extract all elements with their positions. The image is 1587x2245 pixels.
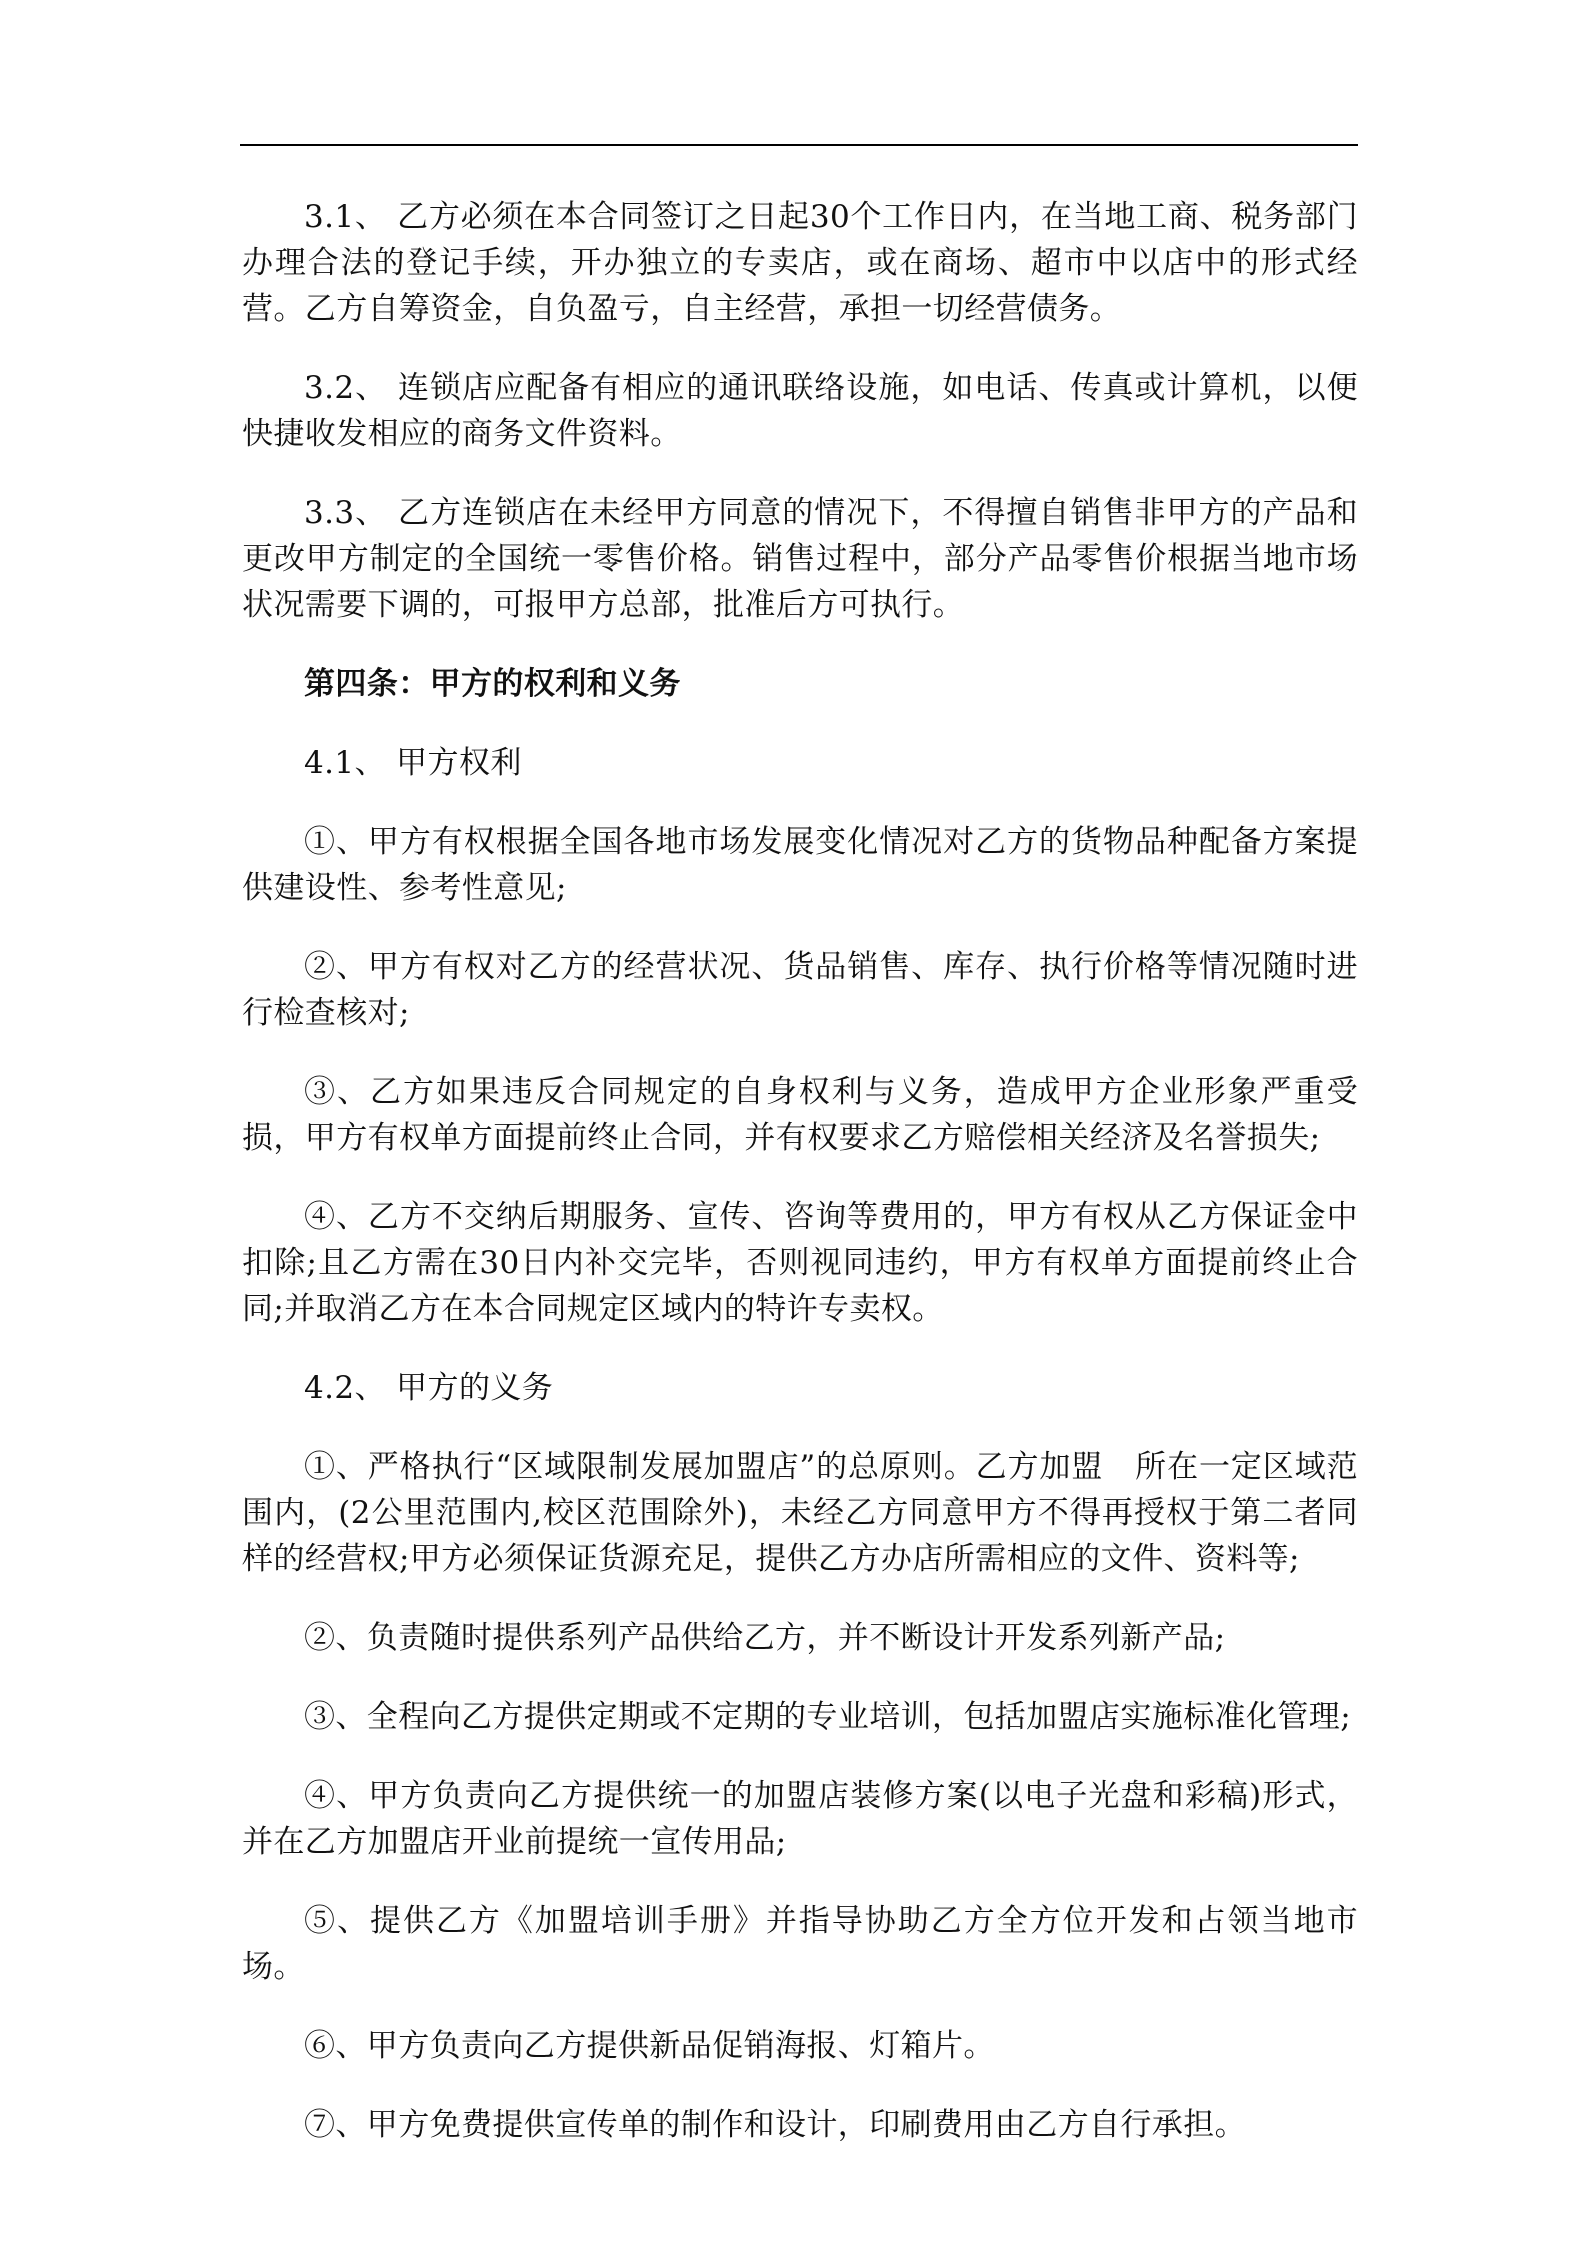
article-4-heading: 第四条：甲方的权利和义务	[304, 666, 681, 702]
party-a-right-4: ④、乙方不交纳后期服务、宣传、咨询等费用的，甲方有权从乙方保证金中扣除;且乙方需在30日内补交完毕，否则视同违约，甲方有权单方面提前终止合同;并取消乙方在本合同规定区域内的特许专卖权。	[242, 1199, 1358, 1327]
party-a-obligation-6: ⑥、甲方负责向乙方提供新品促销海报、灯箱片。	[304, 2028, 995, 2064]
clause-3-3: 3.3、 乙方连锁店在未经甲方同意的情况下，不得擅自销售非甲方的产品和更改甲方制定的全国统一零售价格。销售过程中，部分产品零售价根据当地市场状况需要下调的，可报甲方总部，批准后方可执行。	[242, 495, 1358, 623]
party-a-right-3: ③、乙方如果违反合同规定的自身权利与义务，造成甲方企业形象严重受损，甲方有权单方面提前终止合同，并有权要求乙方赔偿相关经济及名誉损失;	[242, 1074, 1358, 1156]
party-a-obligation-1: ①、严格执行“区域限制发展加盟店”的总原则。乙方加盟 所在一定区域范围内，(2公里范围内,校区范围除外)，未经乙方同意甲方不得再授权于第二者同样的经营权;甲方必须保证货源充足，提供乙方办店所需相应的文件、资料等;	[242, 1449, 1358, 1577]
header-divider	[240, 144, 1358, 146]
clause-3-2: 3.2、 连锁店应配备有相应的通讯联络设施，如电话、传真或计算机，以便快捷收发相应的商务文件资料。	[242, 370, 1358, 452]
clause-3-1: 3.1、 乙方必须在本合同签订之日起30个工作日内，在当地工商、税务部门办理合法的登记手续，开办独立的专卖店，或在商场、超市中以店中的形式经营。乙方自筹资金，自负盈亏，自主经营，承担一切经营债务。	[242, 199, 1358, 327]
party-a-obligation-7: ⑦、甲方免费提供宣传单的制作和设计，印刷费用由乙方自行承担。	[304, 2107, 1246, 2143]
party-a-obligation-5: ⑤、提供乙方《加盟培训手册》并指导协助乙方全方位开发和占领当地市场。	[242, 1903, 1358, 1985]
section-4-1-heading: 4.1、 甲方权利	[304, 745, 522, 781]
party-a-obligation-3: ③、全程向乙方提供定期或不定期的专业培训，包括加盟店实施标准化管理;	[304, 1699, 1352, 1735]
party-a-obligation-2: ②、负责随时提供系列产品供给乙方，并不断设计开发系列新产品;	[304, 1620, 1226, 1656]
party-a-right-1: ①、甲方有权根据全国各地市场发展变化情况对乙方的货物品种配备方案提供建设性、参考性意见;	[242, 824, 1358, 906]
party-a-obligation-4: ④、甲方负责向乙方提供统一的加盟店装修方案(以电子光盘和彩稿)形式，并在乙方加盟店开业前提统一宣传用品;	[242, 1778, 1358, 1860]
document-body	[242, 194, 1358, 2181]
section-4-2-heading: 4.2、 甲方的义务	[304, 1370, 554, 1406]
party-a-right-2: ②、甲方有权对乙方的经营状况、货品销售、库存、执行价格等情况随时进行检查核对;	[242, 949, 1358, 1031]
